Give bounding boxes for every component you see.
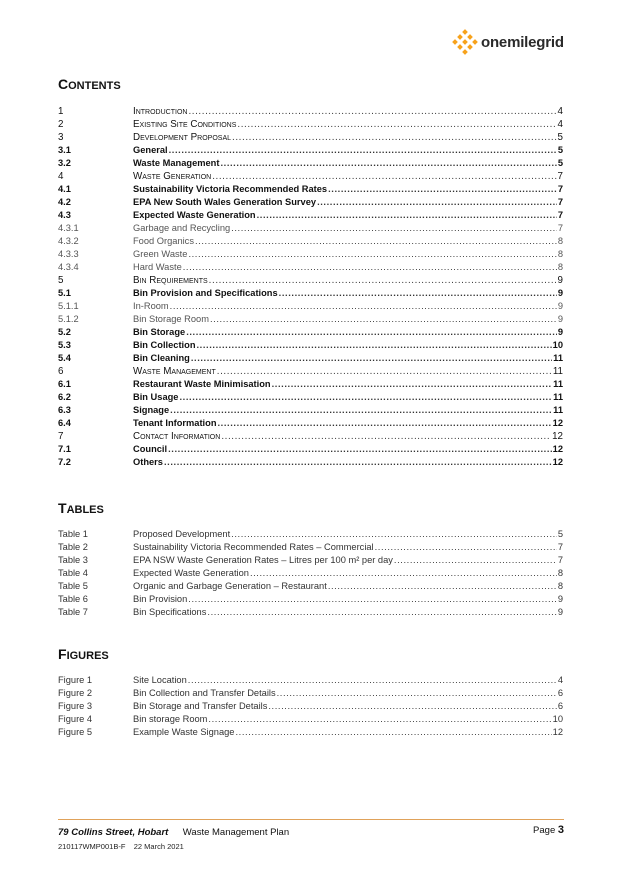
entry-page: 8	[557, 236, 563, 246]
dot-leader	[170, 300, 557, 313]
entry-page: 7	[557, 542, 563, 552]
entry-page: 7	[557, 223, 563, 233]
entry-page: 12	[552, 418, 563, 428]
entry-title: Green Waste	[133, 249, 188, 259]
tables-list	[58, 528, 563, 619]
entry-page: 5	[557, 158, 563, 168]
dot-leader	[208, 713, 551, 726]
entry-title: Council	[133, 444, 168, 454]
dot-leader	[191, 352, 552, 365]
entry-page: 12	[552, 431, 563, 442]
entry-page: 7	[557, 210, 563, 220]
dot-leader	[328, 183, 557, 196]
dot-leader	[218, 417, 552, 430]
entry-page: 9	[557, 594, 563, 604]
toc-entry[interactable]	[58, 235, 563, 248]
entry-title: Restaurant Waste Minimisation	[133, 379, 271, 389]
dot-leader	[188, 105, 556, 118]
toc-entry[interactable]	[58, 404, 563, 417]
table-entry[interactable]	[58, 580, 563, 593]
entry-number: 4.3.1	[58, 223, 79, 233]
entry-page: 8	[557, 262, 563, 272]
figure-entry[interactable]	[58, 713, 563, 726]
dot-leader	[277, 687, 557, 700]
dot-leader	[179, 391, 552, 404]
entry-title: Bin Storage Room	[133, 314, 209, 324]
toc-entry[interactable]	[58, 144, 563, 157]
entry-page: 12	[552, 727, 563, 737]
figure-entry[interactable]	[58, 700, 563, 713]
entry-title: Waste Management	[133, 158, 220, 168]
toc-entry[interactable]	[58, 274, 563, 287]
dot-leader	[188, 593, 557, 606]
entry-number: 4.1	[58, 184, 71, 194]
table-entry[interactable]	[58, 593, 563, 606]
entry-title: Bin storage Room	[133, 714, 208, 724]
table-entry[interactable]	[58, 606, 563, 619]
table-entry[interactable]	[58, 541, 563, 554]
entry-number: Figure 1	[58, 675, 93, 685]
dot-leader	[231, 222, 557, 235]
footer-date: 22 March 2021	[133, 842, 184, 851]
entry-number: 4.3.2	[58, 236, 79, 246]
dot-leader	[317, 196, 557, 209]
toc-entry[interactable]	[58, 378, 563, 391]
toc-entry[interactable]	[58, 391, 563, 404]
entry-number: 6.1	[58, 379, 71, 389]
table-entry[interactable]	[58, 554, 563, 567]
entry-number: Figure 4	[58, 714, 93, 724]
entry-page: 8	[557, 568, 563, 578]
entry-title: EPA NSW Waste Generation Rates – Litres per 100 m² per day	[133, 555, 393, 565]
tables-heading: TABLES	[58, 500, 104, 516]
toc-entry[interactable]	[58, 183, 563, 196]
dot-leader	[183, 261, 557, 274]
dot-leader	[221, 430, 551, 443]
entry-title: Sustainability Victoria Recommended Rates	[133, 184, 328, 194]
entry-number: 7	[58, 431, 64, 442]
entry-number: Table 7	[58, 607, 88, 617]
dot-leader	[232, 131, 557, 144]
dot-leader	[272, 378, 553, 391]
toc-entry[interactable]	[58, 339, 563, 352]
entry-number: 6.4	[58, 418, 71, 428]
footer-divider	[58, 819, 564, 820]
entry-page: 8	[557, 581, 563, 591]
toc-entry[interactable]	[58, 131, 563, 144]
entry-page: 9	[557, 314, 563, 324]
entry-number: 5.1	[58, 288, 71, 298]
entry-page: 9	[557, 288, 563, 298]
entry-page: 12	[552, 444, 563, 454]
dot-leader	[328, 580, 557, 593]
figure-entry[interactable]	[58, 674, 563, 687]
toc-entry[interactable]	[58, 430, 563, 443]
entry-page: 5	[557, 145, 563, 155]
dot-leader	[188, 248, 556, 261]
dot-leader	[237, 118, 556, 131]
entry-number: 6.3	[58, 405, 71, 415]
entry-title: Waste Generation	[133, 171, 212, 182]
entry-title: Bin Collection and Transfer Details	[133, 688, 276, 698]
entry-number: 6.2	[58, 392, 71, 402]
dot-leader	[212, 170, 556, 183]
entry-number: 1	[58, 106, 64, 117]
entry-number: Table 2	[58, 542, 88, 552]
dot-leader	[209, 274, 557, 287]
entry-page: 6	[557, 701, 563, 711]
toc-entry[interactable]	[58, 300, 563, 313]
toc-entry[interactable]	[58, 248, 563, 261]
entry-number: 4.3	[58, 210, 71, 220]
entry-page: 5	[557, 132, 563, 143]
entry-page: 10	[552, 340, 563, 350]
entry-page: 9	[557, 275, 563, 286]
entry-page: 11	[553, 379, 563, 389]
entry-title: Tenant Information	[133, 418, 217, 428]
entry-page: 9	[557, 607, 563, 617]
toc-entry[interactable]	[58, 222, 563, 235]
entry-number: 3.2	[58, 158, 71, 168]
entry-number: 4	[58, 171, 64, 182]
entry-title: Waste Management	[133, 366, 216, 377]
entry-page: 4	[557, 119, 563, 130]
entry-page: 12	[552, 457, 563, 467]
entry-number: 3	[58, 132, 64, 143]
entry-title: Bin Cleaning	[133, 353, 190, 363]
dot-leader	[250, 567, 557, 580]
entry-number: Table 4	[58, 568, 88, 578]
grid-logo-icon	[452, 29, 478, 55]
entry-title: Sustainability Victoria Recommended Rates – Commercial	[133, 542, 374, 552]
entry-number: 5.1.2	[58, 314, 79, 324]
entry-title: In-Room	[133, 301, 169, 311]
entry-number: Figure 3	[58, 701, 93, 711]
entry-title: Bin Collection	[133, 340, 196, 350]
entry-title: Introduction	[133, 106, 188, 117]
figure-entry[interactable]	[58, 726, 563, 739]
entry-number: Figure 2	[58, 688, 93, 698]
entry-page: 11	[553, 405, 563, 415]
toc-entry[interactable]	[58, 118, 563, 131]
entry-page: 10	[552, 714, 563, 724]
dot-leader	[231, 528, 557, 541]
dot-leader	[220, 157, 556, 170]
entry-number: 4.3.3	[58, 249, 79, 259]
entry-page: 4	[557, 106, 563, 117]
entry-page: 9	[557, 327, 563, 337]
entry-number: Table 1	[58, 529, 88, 539]
entry-number: 3.1	[58, 145, 71, 155]
entry-page: 11	[553, 392, 563, 402]
footer-doc-title: Waste Management Plan	[182, 827, 290, 838]
entry-page: 5	[557, 529, 563, 539]
toc-entry[interactable]	[58, 170, 563, 183]
entry-title: Bin Provision	[133, 594, 188, 604]
dot-leader	[164, 456, 552, 469]
contents-heading: CONTENTS	[58, 76, 121, 92]
dot-leader	[375, 541, 557, 554]
dot-leader	[217, 365, 552, 378]
entry-page: 7	[557, 171, 563, 182]
dot-leader	[279, 287, 557, 300]
dot-leader	[188, 674, 557, 687]
entry-title: Example Waste Signage	[133, 727, 235, 737]
footer-reference: 210117WMP001B-F	[58, 842, 126, 851]
toc-entry[interactable]	[58, 157, 563, 170]
page-footer	[58, 822, 564, 851]
entry-number: 5.4	[58, 353, 71, 363]
entry-number: 4.2	[58, 197, 71, 207]
entry-number: 7.1	[58, 444, 71, 454]
entry-number: Figure 5	[58, 727, 93, 737]
contents-list	[58, 105, 563, 469]
entry-title: Others	[133, 457, 163, 467]
dot-leader	[169, 144, 557, 157]
entry-title: Bin Storage and Transfer Details	[133, 701, 268, 711]
entry-number: Table 6	[58, 594, 88, 604]
entry-title: Bin Usage	[133, 392, 179, 402]
entry-page: 11	[553, 353, 563, 363]
entry-title: EPA New South Wales Generation Survey	[133, 197, 317, 207]
figure-entry[interactable]	[58, 687, 563, 700]
dot-leader	[197, 339, 552, 352]
toc-entry[interactable]	[58, 196, 563, 209]
dot-leader	[168, 443, 552, 456]
dot-leader	[268, 700, 556, 713]
toc-entry[interactable]	[58, 326, 563, 339]
entry-title: Expected Waste Generation	[133, 210, 256, 220]
entry-title: Site Location	[133, 675, 187, 685]
entry-number: 7.2	[58, 457, 71, 467]
toc-entry[interactable]	[58, 443, 563, 456]
entry-title: Development Proposal	[133, 132, 232, 143]
figures-list	[58, 674, 563, 739]
toc-entry[interactable]	[58, 352, 563, 365]
entry-page: 7	[557, 197, 563, 207]
entry-number: 6	[58, 366, 64, 377]
toc-entry[interactable]	[58, 261, 563, 274]
page-number: Page 3	[533, 824, 564, 836]
entry-number: 5.3	[58, 340, 71, 350]
entry-page: 9	[557, 301, 563, 311]
dot-leader	[235, 726, 551, 739]
company-logo	[452, 29, 564, 55]
entry-title: Proposed Development	[133, 529, 231, 539]
dot-leader	[195, 235, 557, 248]
entry-page: 11	[552, 366, 563, 377]
dot-leader	[207, 606, 556, 619]
dot-leader	[186, 326, 557, 339]
toc-entry[interactable]	[58, 105, 563, 118]
entry-title: Expected Waste Generation	[133, 568, 249, 578]
entry-number: Table 5	[58, 581, 88, 591]
entry-title: Bin Storage	[133, 327, 186, 337]
table-entry[interactable]	[58, 528, 563, 541]
entry-title: Organic and Garbage Generation – Restaurant	[133, 581, 327, 591]
dot-leader	[170, 404, 552, 417]
footer-address: 79 Collins Street, Hobart	[58, 827, 169, 838]
dot-leader	[210, 313, 557, 326]
toc-entry[interactable]	[58, 209, 563, 222]
entry-title: Food Organics	[133, 236, 194, 246]
entry-page: 4	[557, 675, 563, 685]
entry-number: 2	[58, 119, 64, 130]
entry-title: Bin Requirements	[133, 275, 208, 286]
entry-page: 8	[557, 249, 563, 259]
entry-number: 5.2	[58, 327, 71, 337]
dot-leader	[257, 209, 557, 222]
entry-title: Bin Specifications	[133, 607, 207, 617]
toc-entry[interactable]	[58, 365, 563, 378]
entry-title: Hard Waste	[133, 262, 182, 272]
entry-page: 7	[557, 555, 563, 565]
brand-name: onemilegrid	[481, 33, 564, 51]
toc-entry[interactable]	[58, 417, 563, 430]
entry-number: 4.3.4	[58, 262, 79, 272]
entry-page: 7	[557, 184, 563, 194]
entry-title: Signage	[133, 405, 170, 415]
entry-title: Contact Information	[133, 431, 221, 442]
entry-title: General	[133, 145, 168, 155]
figures-heading: FIGURES	[58, 646, 109, 662]
entry-page: 6	[557, 688, 563, 698]
toc-entry[interactable]	[58, 313, 563, 326]
entry-title: Bin Provision and Specifications	[133, 288, 278, 298]
dot-leader	[394, 554, 557, 567]
entry-number: 5.1.1	[58, 301, 79, 311]
toc-entry[interactable]	[58, 456, 563, 469]
entry-number: Table 3	[58, 555, 88, 565]
entry-title: Garbage and Recycling	[133, 223, 231, 233]
entry-number: 5	[58, 275, 64, 286]
entry-title: Existing Site Conditions	[133, 119, 237, 130]
toc-entry[interactable]	[58, 287, 563, 300]
table-entry[interactable]	[58, 567, 563, 580]
